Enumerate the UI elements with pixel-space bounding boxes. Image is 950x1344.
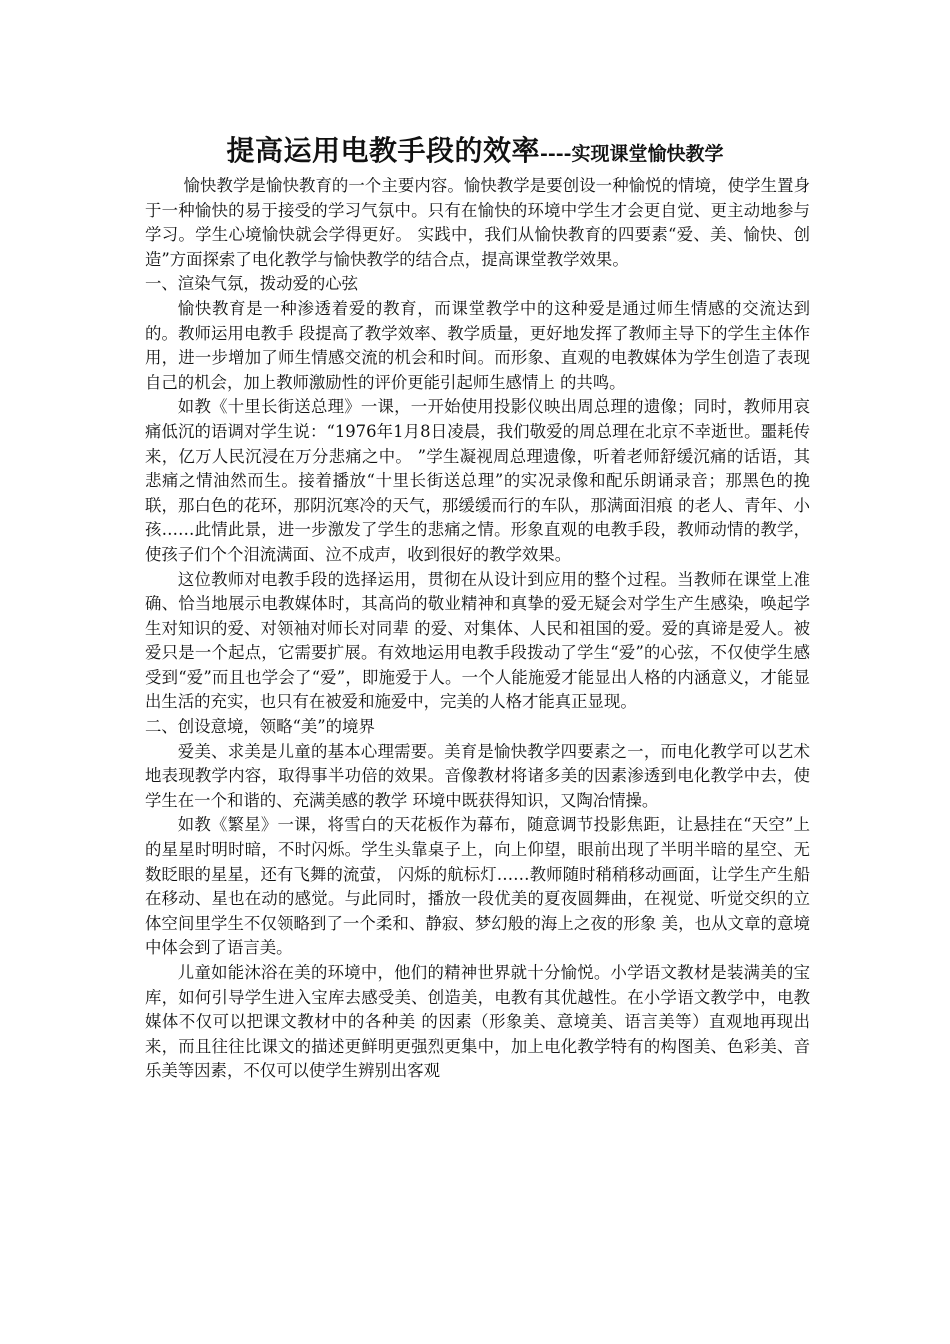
- section-heading-1: 一、渲染气氛，拨动爱的心弦: [145, 274, 359, 294]
- body-paragraph: 如教《十里长街送总理》一课，一开始使用投影仪映出周总理的遗像；同时，教师用哀痛低沉的语调对学生说：“1976年1月8日凌晨，我们敬爱的周总理在北京不幸逝世。噩耗传来，亿万人民沉浸在万分悲痛之中。 ”学生凝视周总理遗像，听着老师舒缓沉痛的话语，其悲痛之情油然而生。接着播放“十里长街送总理”的实况录像和配乐朗诵录音；那黑色的挽联，那白色的花环，那阴沉寒冷的天气，那缓缓而行的车队，那满面泪痕 的老人、青年、小孩……此情此景，进一步激发了学生的悲痛之情。形象直观的电教手段，教师动情的教学，使孩子们个个泪流满面、泣不成声，收到很好的教学效果。: [145, 397, 810, 564]
- title-subtitle: ----实现课堂愉快教学: [539, 143, 724, 165]
- body-paragraph: 爱美、求美是儿童的基本心理需要。美育是愉快教学四要素之一，而电化教学可以艺术地表现教学内容，取得事半功倍的效果。音像教材将诸多美的因素渗透到电化教学中去，使学生在一个和谐的、充满美感的教学 环境中既获得知识，又陶冶情操。: [145, 741, 810, 810]
- document-body: [145, 174, 810, 1084]
- title-main: 提高运用电教手段的效率: [226, 134, 540, 167]
- body-paragraph: 如教《繁星》一课，将雪白的天花板作为幕布，随意调节投影焦距，让悬挂在“天空”上的星星时明时暗，不时闪烁。学生头靠桌子上，向上仰望，眼前出现了半明半暗的星空、无数眨眼的星星，还有飞舞的流萤， 闪烁的航标灯……教师随时稍稍移动画面，让学生产生船在移动、星也在动的感觉。与此同时，播放一段优美的夏夜圆舞曲，在视觉、听觉交织的立体空间里学生不仅领略到了一个柔和、静寂、梦幻般的海上之夜的形象 美，也从文章的意境中体会到了语言美。: [145, 815, 810, 958]
- document-title: [0, 134, 950, 172]
- body-paragraph: 这位教师对电教手段的选择运用，贯彻在从设计到应用的整个过程。当教师在课堂上准确、恰当地展示电教媒体时，其高尚的敬业精神和真挚的爱无疑会对学生产生感染，唤起学生对知识的爱、对领袖对师长对同辈 的爱、对集体、人民和祖国的爱。爱的真谛是爱人。被爱只是一个起点，它需要扩展。有效地运用电教手段拨动了学生“爱”的心弦，不仅使学生感受到“爱”而且也学会了“爱”，即施爱于人。一个人能施爱才能显出人格的内涵意义，才能显出生活的充实，也只有在被爱和施爱中，完美的人格才能真正显现。: [145, 569, 810, 712]
- body-paragraph: 愉快教育是一种渗透着爱的教育，而课堂教学中的这种爱是通过师生情感的交流达到的。教师运用电教手 段提高了教学效率、教学质量，更好地发挥了教师主导下的学生主体作用，进一步增加了师生情感交流的机会和时间。而形象、直观的电教媒体为学生创造了表现自己的机会，加上教师激励性的评价更能引起师生感情上 的共鸣。: [145, 298, 810, 392]
- section-heading-2: 二、创设意境，领略“美”的境界: [145, 717, 375, 737]
- intro-paragraph: 愉快教学是愉快教育的一个主要内容。愉快教学是要创设一种愉悦的情境，使学生置身于一种愉快的易于接受的学习气氛中。只有在愉快的环境中学生才会更自觉、更主动地参与学习。学生心境愉快就会学得更好。 实践中，我们从愉快教育的四要素“爱、美、愉快、创造”方面探索了电化教学与愉快教学的结合点，提高课堂教学效果。: [145, 176, 810, 269]
- body-paragraph: 儿童如能沐浴在美的环境中，他们的精神世界就十分愉悦。小学语文教材是装满美的宝库，如何引导学生进入宝库去感受美、创造美，电教有其优越性。在小学语文教学中，电教媒体不仅可以把课文教材中的各种美 的因素（形象美、意境美、语言美等）直观地再现出来，而且往往比课文的描述更鲜明更强烈更集中，加上电化教学特有的构图美、色彩美、音乐美等因素，不仅可以使学生辨别出客观: [145, 963, 810, 1081]
